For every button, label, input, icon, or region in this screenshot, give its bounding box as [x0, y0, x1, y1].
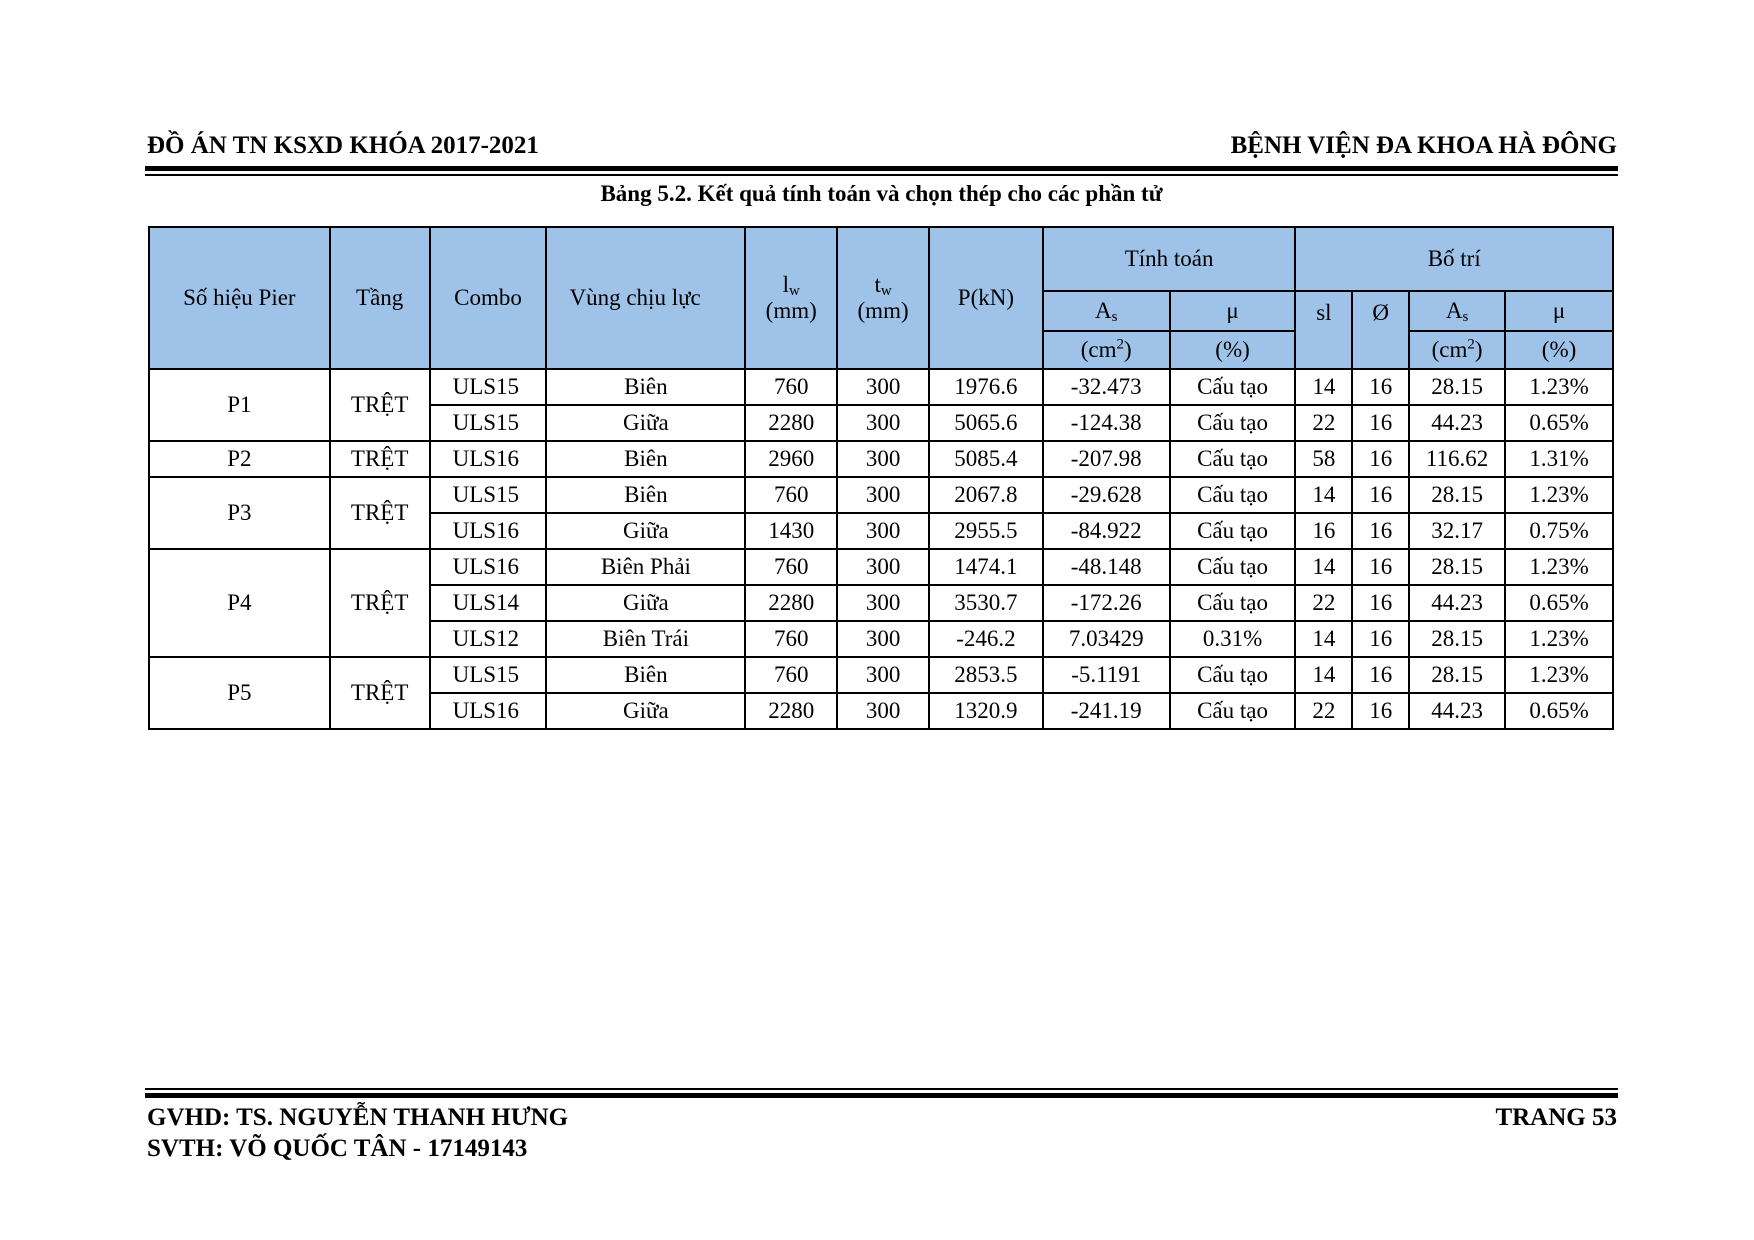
cell-sl: 22: [1295, 693, 1352, 729]
cell-as-calc: -29.628: [1043, 477, 1170, 513]
cell-tw: 300: [837, 477, 929, 513]
cell-floor: TRỆT: [330, 441, 430, 477]
header-calc-group: Tính toán: [1043, 227, 1296, 291]
header-project-title: ĐỒ ÁN TN KSXD KHÓA 2017-2021: [147, 132, 539, 159]
cell-tw: 300: [837, 621, 929, 657]
cell-as-arr: 44.23: [1409, 405, 1505, 441]
cell-zone: Biên: [546, 369, 745, 405]
results-table: [148, 226, 1614, 730]
cell-tw: 300: [837, 585, 929, 621]
table-row: [149, 657, 1613, 693]
cell-mu-calc: Cấu tạo: [1170, 477, 1296, 513]
header-lw: [745, 227, 837, 369]
cell-mu-arr: 1.23%: [1505, 621, 1613, 657]
table-row: [149, 441, 1613, 477]
footer-rule-thick: [145, 1093, 1618, 1098]
table-row: [149, 369, 1613, 405]
cell-sl: 14: [1295, 549, 1352, 585]
table-caption: Bảng 5.2. Kết quả tính toán và chọn thép cho các phần tử: [600, 181, 1163, 206]
cell-p: 2067.8: [929, 477, 1043, 513]
cell-as-calc: -124.38: [1043, 405, 1170, 441]
cell-as-arr: 28.15: [1409, 657, 1505, 693]
footer-advisor: GVHD: TS. NGUYỄN THANH HƯNG: [147, 1104, 569, 1131]
header-as-arr: [1409, 291, 1505, 331]
cell-combo: ULS16: [430, 549, 547, 585]
cell-as-arr: 44.23: [1409, 585, 1505, 621]
cell-combo: ULS16: [430, 513, 547, 549]
cell-as-arr: 44.23: [1409, 693, 1505, 729]
cell-combo: ULS15: [430, 369, 547, 405]
header-building-name: BỆNH VIỆN ĐA KHOA HÀ ĐÔNG: [1230, 132, 1617, 159]
cell-phi: 16: [1352, 693, 1409, 729]
cell-sl: 58: [1295, 441, 1352, 477]
cell-mu-arr: 1.31%: [1505, 441, 1613, 477]
cell-pier: P3: [149, 477, 330, 549]
cell-p: 2853.5: [929, 657, 1043, 693]
table-row: [149, 549, 1613, 585]
header-as-calc: [1043, 291, 1170, 331]
cell-zone: Giữa: [546, 693, 745, 729]
cell-zone: Biên: [546, 657, 745, 693]
cell-mu-calc: Cấu tạo: [1170, 441, 1296, 477]
cell-as-arr: 28.15: [1409, 477, 1505, 513]
cell-phi: 16: [1352, 405, 1409, 441]
cell-tw: 300: [837, 549, 929, 585]
unit-sup: 2: [1116, 336, 1125, 353]
cell-floor: TRỆT: [330, 477, 430, 549]
cell-p: -246.2: [929, 621, 1043, 657]
cell-lw: 2280: [745, 585, 837, 621]
cell-mu-arr: 0.65%: [1505, 585, 1613, 621]
cell-phi: 16: [1352, 657, 1409, 693]
header-lw-unit: (mm): [765, 298, 817, 323]
cell-mu-calc: Cấu tạo: [1170, 405, 1296, 441]
header-pier: Số hiệu Pier: [149, 227, 330, 369]
cell-mu-calc: Cấu tạo: [1170, 513, 1296, 549]
cell-combo: ULS16: [430, 693, 547, 729]
cell-mu-arr: 1.23%: [1505, 657, 1613, 693]
cell-sl: 14: [1295, 657, 1352, 693]
cell-pier: P1: [149, 369, 330, 441]
unit-sup: 2: [1467, 336, 1475, 353]
cell-mu-arr: 0.65%: [1505, 405, 1613, 441]
cell-lw: 2280: [745, 693, 837, 729]
header-rule-thin: [145, 174, 1618, 176]
cell-zone: Biên Trái: [546, 621, 745, 657]
cell-mu-calc: 0.31%: [1170, 621, 1296, 657]
cell-phi: 16: [1352, 513, 1409, 549]
header-as-arr-unit: [1409, 331, 1505, 369]
cell-phi: 16: [1352, 477, 1409, 513]
header-tw-subscript: w: [880, 283, 892, 299]
cell-as-calc: -207.98: [1043, 441, 1170, 477]
as-symbol: A: [1445, 298, 1463, 323]
cell-zone: Biên: [546, 441, 745, 477]
cell-combo: ULS14: [430, 585, 547, 621]
cell-as-arr: 28.15: [1409, 369, 1505, 405]
cell-combo: ULS12: [430, 621, 547, 657]
cell-as-arr: 32.17: [1409, 513, 1505, 549]
as-symbol: A: [1094, 298, 1112, 323]
cell-zone: Giữa: [546, 585, 745, 621]
header-mu-arr-unit: (%): [1505, 331, 1613, 369]
cell-combo: ULS15: [430, 657, 547, 693]
cell-sl: 22: [1295, 405, 1352, 441]
unit-open: (cm: [1431, 337, 1468, 362]
header-lw-symbol: l: [782, 272, 789, 297]
cell-mu-calc: Cấu tạo: [1170, 693, 1296, 729]
cell-pier: P2: [149, 441, 330, 477]
cell-p: 1474.1: [929, 549, 1043, 585]
cell-sl: 16: [1295, 513, 1352, 549]
cell-mu-calc: Cấu tạo: [1170, 585, 1296, 621]
header-mu-calc-unit: (%): [1170, 331, 1296, 369]
as-subscript: s: [1111, 309, 1118, 325]
cell-p: 5065.6: [929, 405, 1043, 441]
unit-close: ): [1124, 337, 1132, 362]
cell-phi: 16: [1352, 621, 1409, 657]
header-combo: Combo: [430, 227, 547, 369]
cell-tw: 300: [837, 693, 929, 729]
cell-lw: 760: [745, 369, 837, 405]
cell-tw: 300: [837, 405, 929, 441]
cell-p: 1976.6: [929, 369, 1043, 405]
header-lw-subscript: w: [789, 283, 800, 299]
header-tw-symbol: t: [874, 272, 881, 297]
header-tw: [837, 227, 929, 369]
cell-tw: 300: [837, 513, 929, 549]
footer-page-number: TRANG 53: [1495, 1104, 1617, 1131]
cell-as-calc: 7.03429: [1043, 621, 1170, 657]
cell-sl: 14: [1295, 369, 1352, 405]
cell-sl: 14: [1295, 477, 1352, 513]
cell-lw: 760: [745, 477, 837, 513]
header-as-calc-unit: [1043, 331, 1170, 369]
footer-rule-thin: [145, 1088, 1618, 1090]
cell-as-calc: -5.1191: [1043, 657, 1170, 693]
header-sl: sl: [1295, 291, 1352, 369]
header-arr-group: Bố trí: [1295, 227, 1613, 291]
cell-zone: Biên Phải: [546, 549, 745, 585]
header-mu-arr: μ: [1505, 291, 1613, 331]
cell-mu-calc: Cấu tạo: [1170, 549, 1296, 585]
cell-floor: TRỆT: [330, 369, 430, 441]
as-subscript: s: [1462, 309, 1469, 325]
cell-mu-arr: 0.65%: [1505, 693, 1613, 729]
cell-p: 5085.4: [929, 441, 1043, 477]
cell-phi: 16: [1352, 549, 1409, 585]
cell-zone: Giữa: [546, 405, 745, 441]
cell-tw: 300: [837, 441, 929, 477]
cell-as-calc: -48.148: [1043, 549, 1170, 585]
cell-mu-calc: Cấu tạo: [1170, 657, 1296, 693]
cell-lw: 2280: [745, 405, 837, 441]
cell-pier: P4: [149, 549, 330, 657]
cell-as-calc: -84.922: [1043, 513, 1170, 549]
cell-p: 3530.7: [929, 585, 1043, 621]
cell-as-calc: -32.473: [1043, 369, 1170, 405]
header-floor: Tầng: [330, 227, 430, 369]
cell-as-arr: 28.15: [1409, 549, 1505, 585]
header-rule-thick: [145, 166, 1618, 171]
header-phi: Ø: [1352, 291, 1409, 369]
header-p: P(kN): [929, 227, 1043, 369]
cell-mu-calc: Cấu tạo: [1170, 369, 1296, 405]
cell-zone: Biên: [546, 477, 745, 513]
cell-lw: 760: [745, 621, 837, 657]
cell-floor: TRỆT: [330, 657, 430, 729]
cell-lw: 1430: [745, 513, 837, 549]
cell-combo: ULS15: [430, 477, 547, 513]
cell-as-arr: 116.62: [1409, 441, 1505, 477]
table-row: [149, 477, 1613, 513]
cell-mu-arr: 1.23%: [1505, 549, 1613, 585]
cell-phi: 16: [1352, 441, 1409, 477]
cell-combo: ULS16: [430, 441, 547, 477]
header-tw-unit: (mm): [857, 298, 909, 323]
cell-floor: TRỆT: [330, 549, 430, 657]
cell-lw: 760: [745, 657, 837, 693]
cell-tw: 300: [837, 657, 929, 693]
cell-phi: 16: [1352, 585, 1409, 621]
header-zone: Vùng chịu lực: [546, 227, 745, 369]
footer-student: SVTH: VÕ QUỐC TÂN - 17149143: [147, 1135, 528, 1162]
cell-sl: 22: [1295, 585, 1352, 621]
cell-lw: 2960: [745, 441, 837, 477]
cell-combo: ULS15: [430, 405, 547, 441]
cell-mu-arr: 1.23%: [1505, 477, 1613, 513]
table-body: [149, 369, 1613, 729]
cell-as-calc: -241.19: [1043, 693, 1170, 729]
cell-lw: 760: [745, 549, 837, 585]
cell-mu-arr: 0.75%: [1505, 513, 1613, 549]
cell-tw: 300: [837, 369, 929, 405]
cell-as-arr: 28.15: [1409, 621, 1505, 657]
cell-sl: 14: [1295, 621, 1352, 657]
cell-p: 1320.9: [929, 693, 1043, 729]
cell-pier: P5: [149, 657, 330, 729]
unit-open: (cm: [1080, 337, 1117, 362]
cell-p: 2955.5: [929, 513, 1043, 549]
unit-close: ): [1474, 337, 1483, 362]
cell-phi: 16: [1352, 369, 1409, 405]
header-mu-calc: μ: [1170, 291, 1296, 331]
cell-mu-arr: 1.23%: [1505, 369, 1613, 405]
cell-zone: Giữa: [546, 513, 745, 549]
cell-as-calc: -172.26: [1043, 585, 1170, 621]
